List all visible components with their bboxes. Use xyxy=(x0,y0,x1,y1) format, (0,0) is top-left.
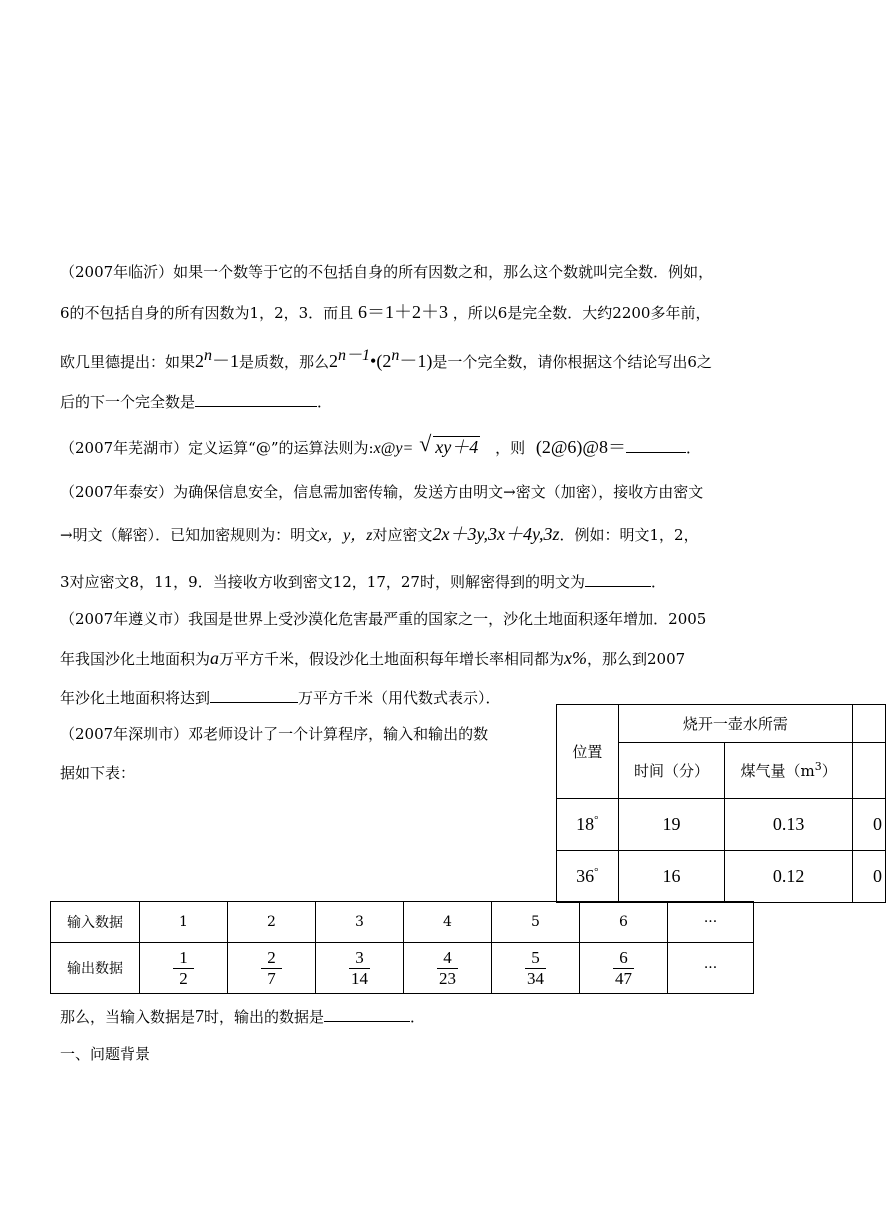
output-cell xyxy=(580,943,668,994)
cut-cell: 0 xyxy=(852,799,885,851)
p4-line1: （2007年遵义市）我国是世界上受沙漠化危害最严重的国家之一，沙化土地面积逐年增加．2005 xyxy=(60,610,707,628)
p1-line3c: 是一个完全数，请你根据这个结论写出6之 xyxy=(432,353,712,371)
time-cell: 19 xyxy=(618,799,724,851)
input-row xyxy=(51,902,754,943)
p2-expression: (2@6)@8＝ xyxy=(535,437,626,457)
position-cell: 18° xyxy=(557,799,619,851)
time-header: 时间（分） xyxy=(618,743,724,799)
answer-blank-1[interactable] xyxy=(195,390,317,407)
fraction: $\frac{4}{23}$ xyxy=(439,947,456,988)
p6-line: 那么，当输入数据是7时，输出的数据是 ． xyxy=(60,1006,426,1026)
p1-line2 xyxy=(60,302,710,323)
p1-line2a: 6的不包括自身的所有因数为1，2，3．而且 xyxy=(60,304,354,322)
p3-vars: x，y，z xyxy=(320,527,373,544)
table-row xyxy=(557,851,886,903)
gas-header: 煤气量$(m^3)$ xyxy=(725,743,853,799)
answer-blank-4[interactable] xyxy=(210,686,298,703)
p2-line: （2007年芜湖市）定义运算“@”的运算法则为:x@y= √ xy＋4 ，则 (2@6)@8＝ ． xyxy=(60,431,702,457)
p6-number: 7 xyxy=(195,1006,205,1026)
fraction: $\frac{2}{7}$ xyxy=(261,948,282,989)
p1-expr1: $2^n-1$ xyxy=(195,347,240,371)
answer-blank-3[interactable] xyxy=(585,570,651,587)
col-position-header: 位置 xyxy=(557,705,619,799)
table-row xyxy=(557,799,886,851)
fraction: $\frac{6}{47}$ xyxy=(615,947,632,988)
output-label: 输出数据 xyxy=(51,943,140,994)
section-heading: 一、问题背景 xyxy=(60,1045,151,1063)
gas-cell: 0.12 xyxy=(725,851,853,903)
sqrt-expression: √ xy＋4 xyxy=(419,431,479,457)
cut-cell xyxy=(852,743,885,799)
boil-table xyxy=(556,704,886,903)
input-label: 输入数据 xyxy=(51,902,140,943)
p1-line4: 后的下一个完全数是 ． xyxy=(60,390,332,412)
fraction: $\frac{3}{14}$ xyxy=(351,947,368,988)
p1-line3 xyxy=(60,346,712,372)
input-cell: 2 xyxy=(228,902,316,943)
output-cell xyxy=(404,943,492,994)
input-cell: 1 xyxy=(140,902,228,943)
p4-var-x: x% xyxy=(564,648,588,668)
p1-line1: （2007年临沂）如果一个数等于它的不包括自身的所有因数之和，那么这个数就叫完全数．例如， xyxy=(60,263,714,281)
p1-line3b: 是质数，那么 xyxy=(239,353,330,371)
fraction: $\frac{1}{2}$ xyxy=(173,948,194,989)
fraction: $\frac{5}{34}$ xyxy=(527,947,544,988)
answer-blank-2[interactable] xyxy=(626,436,686,453)
output-cell xyxy=(492,943,580,994)
answer-blank-5[interactable] xyxy=(324,1005,410,1022)
output-cell xyxy=(228,943,316,994)
p5-line2: 据如下表： xyxy=(60,764,136,782)
boil-table-clip xyxy=(556,704,882,902)
output-cell xyxy=(316,943,404,994)
p3-cipher-expr: 2x＋3y,3x＋4y,3z xyxy=(432,524,560,544)
gas-cell: 0.13 xyxy=(725,799,853,851)
group-header: 烧开一壶水所需 xyxy=(618,705,852,743)
p4-line3: 年沙化土地面积将达到 万平方千米（用代数式表示）． xyxy=(60,686,501,708)
ellipsis-cell: ··· xyxy=(668,902,754,943)
p5-line1: （2007年深圳市）邓老师设计了一个计算程序，输入和输出的数 xyxy=(60,725,489,743)
p1-line3a: 欧几里德提出：如果 xyxy=(60,353,196,371)
p3-line3: 3对应密文8，11，9．当接收方收到密文12，17，27时，则解密得到的明文为 ． xyxy=(60,570,666,592)
p1-line2b: ，所以6是完全数．大约2200多年前， xyxy=(452,304,711,322)
cut-cell: 0 xyxy=(852,851,885,903)
p3-line1: （2007年泰安）为确保信息安全，信息需加密传输，发送方由明文→密文（加密），接收方由密文 xyxy=(60,483,704,501)
io-table xyxy=(50,901,754,994)
position-cell: 36° xyxy=(557,851,619,903)
input-cell: 6 xyxy=(580,902,668,943)
p3-line2: →明文（解密）．已知加密规则为：明文x，y，z对应密文2x＋3y,3x＋4y,3z．例如：明文1，2， xyxy=(60,524,699,544)
p2-operation: x@y= xyxy=(373,440,414,457)
p4-line2: 年我国沙化土地面积为a万平方千米，假设沙化土地面积每年增长率相同都为x%，那么到2007 xyxy=(60,648,686,668)
p1-expr2: $2^{n-1}•(2^n-1)$ xyxy=(329,347,433,371)
input-cell: 3 xyxy=(316,902,404,943)
p4-var-a: a xyxy=(210,648,220,668)
cut-cell xyxy=(852,705,885,743)
time-cell: 16 xyxy=(618,851,724,903)
input-cell: 5 xyxy=(492,902,580,943)
output-cell xyxy=(140,943,228,994)
output-row xyxy=(51,943,754,994)
input-cell: 4 xyxy=(404,902,492,943)
ellipsis-cell: ··· xyxy=(668,943,754,994)
p1-equation: 6＝1＋2＋3 xyxy=(357,302,448,322)
